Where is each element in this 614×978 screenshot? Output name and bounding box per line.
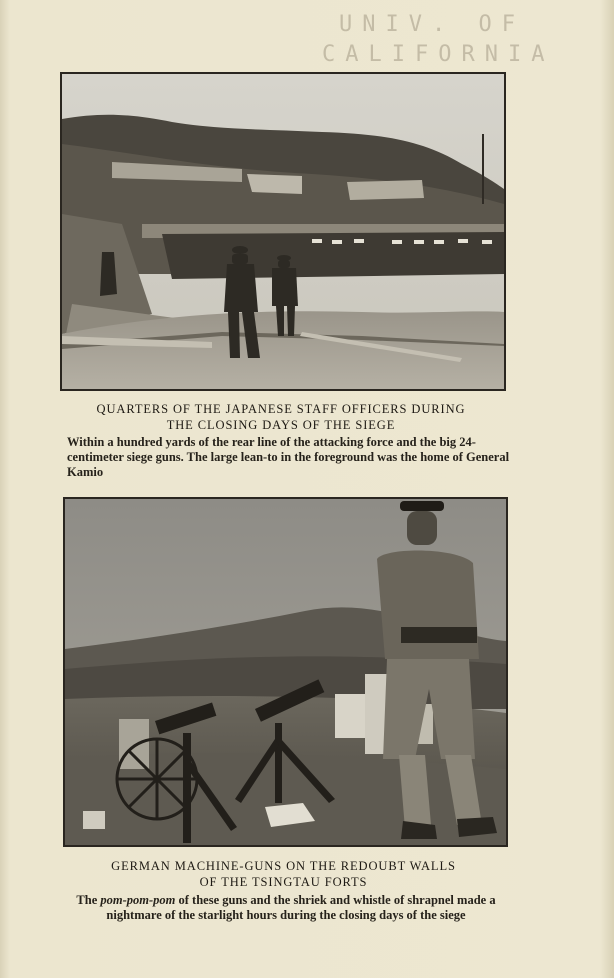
plate2-caption-body (64, 893, 508, 923)
plate1-title-line1: QUARTERS OF THE JAPANESE STAFF OFFICERS DURING (96, 402, 466, 416)
plate2-caption-title (63, 858, 504, 890)
plate1-caption-title (60, 401, 502, 433)
stamp-line-1: UNIV. OF (339, 12, 525, 37)
stamp-line-2: CALIFORNIA (322, 42, 555, 67)
plate1-caption-body: Within a hundred yards of the rear line of the attacking force and the big 24-centimeter siege guns. The large lean-to in the foreground was the home of General Kamio (67, 435, 510, 479)
plate2-body-italic: pom-pom-pom (100, 893, 176, 907)
plate2-title-line1: GERMAN MACHINE-GUNS ON THE REDOUBT WALLS (111, 859, 456, 873)
photo-machine-guns (63, 497, 508, 847)
plate1-title-line2: THE CLOSING DAYS OF THE SIEGE (166, 418, 396, 432)
plate2-title-line2: OF THE TSINGTAU FORTS (199, 875, 368, 889)
plate2-body-suffix: of these guns and the shriek and whistle of shrapnel made a nightmare of the starlight hours during the closing days of the siege (106, 893, 496, 922)
photo-staff-quarters (60, 72, 506, 391)
library-stamp (322, 10, 555, 74)
plate2-body-prefix: The (76, 893, 101, 907)
